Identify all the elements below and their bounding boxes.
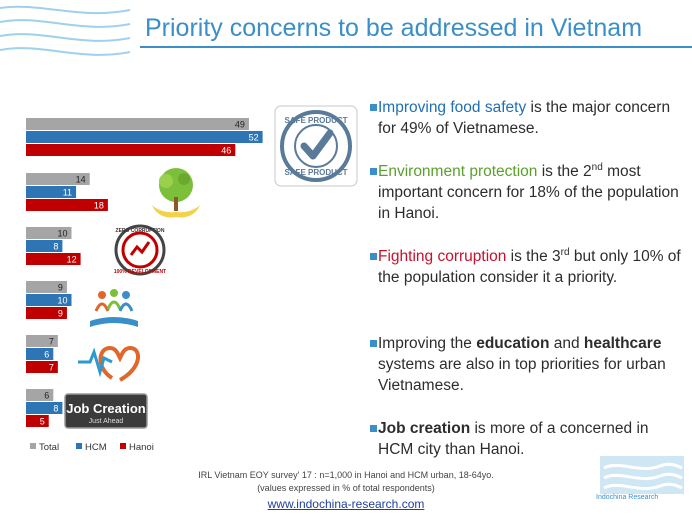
corruption-highlight: Fighting corruption: [378, 248, 507, 265]
bullet-education-healthcare: [378, 333, 688, 396]
development-text: 100% DEVELOPMENT: [113, 269, 167, 275]
zero-corruption-text: ZERO CORRUPTION: [115, 228, 165, 234]
healthcare-bold: healthcare: [583, 335, 662, 352]
job-creation-sign-text: Job Creation: [66, 401, 146, 416]
heart-pulse-icon: [76, 338, 142, 384]
bullet-job-creation: [378, 418, 688, 460]
bar-label-hcm-3: 8: [53, 241, 59, 252]
bullet-marker: [370, 253, 377, 260]
bar-label-total-2: 14: [75, 174, 86, 185]
bullet-marker: [370, 168, 377, 175]
bullet-food-safety: [378, 97, 688, 139]
bar-label-hcm-2: 11: [62, 187, 73, 198]
bar-label-total-6: 6: [44, 390, 50, 401]
tree-hands-icon: [148, 165, 204, 223]
survey-footnote: IRL Vietnam EOY survey' 17 : n=1,000 in Hanoi and HCM urban, 18-64yo.: [198, 470, 494, 480]
legend-swatch-hcm: [76, 443, 82, 449]
legend-label-hanoi: Hanoi: [129, 442, 154, 453]
bar-label-hcm-5: 6: [44, 349, 50, 360]
bullet-environment: [378, 161, 688, 224]
corruption-superscript: rd: [560, 246, 570, 258]
bar-label-total-4: 9: [57, 282, 63, 293]
bullet-marker: [370, 104, 377, 111]
bar-label-hanoi-1: 46: [221, 145, 232, 156]
bar-total-1: [26, 118, 249, 130]
education-text-b: and: [549, 335, 584, 352]
bar-label-hanoi-4: 9: [57, 308, 63, 319]
bar-hanoi-1: [26, 144, 235, 156]
bullet-marker: [370, 340, 377, 347]
bar-label-hcm-1: 52: [248, 132, 259, 143]
corruption-text-a: is the 3: [506, 248, 561, 265]
bar-label-hanoi-6: 5: [39, 416, 45, 427]
legend-label-hcm: HCM: [85, 442, 107, 453]
education-text-c: systems are also in top priorities for urban Vietnamese.: [378, 356, 666, 394]
bar-label-total-1: 49: [234, 119, 245, 130]
logo-text: Indochina Research: [596, 494, 659, 501]
bar-hcm-1: [26, 131, 263, 143]
bar-label-hanoi-5: 7: [48, 362, 54, 373]
bar-label-hcm-6: 8: [53, 403, 59, 414]
page-title: Priority concerns to be addressed in Vietnam: [145, 14, 643, 42]
bar-hanoi-6: [26, 415, 49, 427]
values-footnote: (values expressed in % of total respondents): [257, 483, 435, 493]
legend-label-total: Total: [39, 442, 60, 453]
bar-label-hanoi-3: 12: [66, 254, 77, 265]
food-safety-text: is the major concern for 49% of Vietnamese.: [378, 99, 671, 137]
legend-swatch-total: [30, 443, 36, 449]
environment-highlight: Environment protection: [378, 163, 538, 180]
education-people-book-icon: [86, 285, 142, 333]
safe-product-bottom-text: SAFE PRODUCT: [284, 168, 348, 177]
environment-text-b: most important concern for 18% of the population in Hanoi.: [378, 163, 679, 222]
website-link[interactable]: www.indochina-research.com: [267, 497, 425, 511]
job-creation-text: is more of a concerned in HCM city than Hanoi.: [378, 420, 649, 458]
environment-superscript: nd: [591, 161, 603, 173]
environment-text-a: is the 2: [537, 163, 592, 180]
bar-label-hanoi-2: 18: [93, 200, 104, 211]
legend-swatch-hanoi: [120, 443, 126, 449]
education-bold: education: [476, 335, 550, 352]
bar-label-hcm-4: 10: [57, 295, 68, 306]
job-creation-sign-icon: [64, 393, 148, 429]
job-creation-bold: Job creation: [378, 420, 471, 437]
education-text-a: Improving the: [378, 335, 477, 352]
bar-label-total-3: 10: [57, 228, 68, 239]
bar-label-total-5: 7: [48, 336, 54, 347]
corruption-text-b: but only 10% of the population consider it a priority.: [378, 248, 681, 286]
bullet-corruption: [378, 246, 688, 288]
job-creation-sign-subtext: Just Ahead: [88, 418, 124, 425]
safe-product-top-text: SAFE PRODUCT: [284, 116, 348, 125]
zero-corruption-icon: [113, 223, 167, 277]
safe-product-stamp-icon: [274, 105, 358, 187]
bullet-marker: [370, 425, 377, 432]
food-safety-highlight: Improving food safety: [378, 99, 527, 116]
